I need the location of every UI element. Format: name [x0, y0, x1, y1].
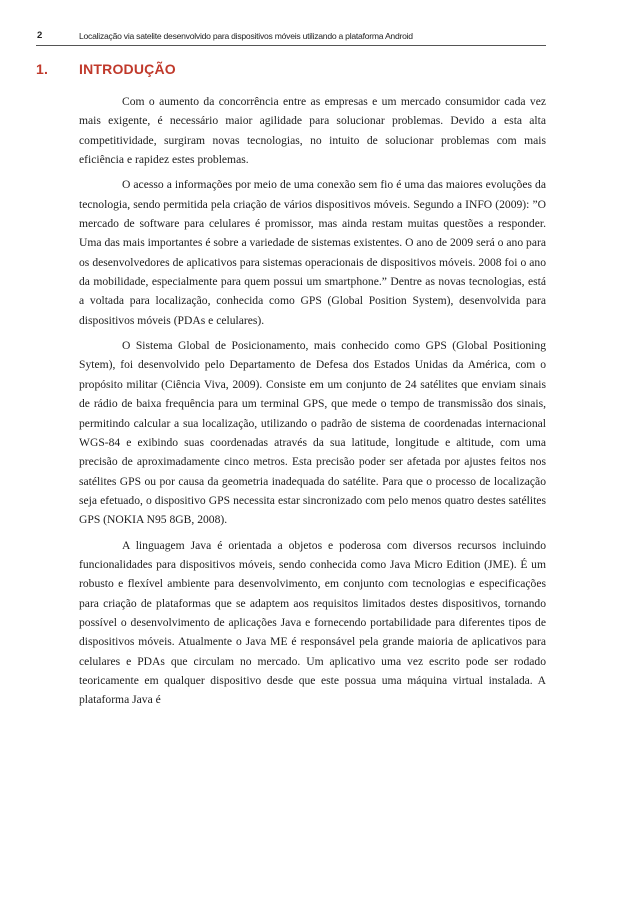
running-header: [36, 29, 546, 46]
paragraph-gps: O Sistema Global de Posicionamento, mais conhecido como GPS (Global Positioning Sytem), foi desenvolvido pelo Departamento de Defesa dos Estados Unidas da América, com o propósito militar (Ciência Viva, 2009). Consiste em um conjunto de 24 satélites que enviam sinais de rádio de baixa frequência para um terminal GPS, que mede o tempo de transmissão dos sinais, permitindo calcular a sua localização, utilizando o padrão de sistema de coordenadas internacional WGS-84 e exibindo suas coordenadas através da sua latitude, longitude e altitude, com uma precisão de aproximadamente cinco metros. Esta precisão poder ser afetada por ajustes feitos nos satélites GPS ou por causa da geometria inadequada do satélite. Para que o processo de localização seja efetuado, o dispositivo GPS necessita estar sincronizado com pelo menos quatro destes satélites GPS (NOKIA N95 8GB, 2008).: [79, 339, 546, 527]
paragraph-wireless-access: O acesso a informações por meio de uma conexão sem fio é uma das maiores evoluções da tecnologia, sendo permitida pela criação de vários dispositivos móveis. Segundo a INFO (2009): ”O mercado de software para celulares é promissor, mas ainda restam muitas questões a responder. Uma das mais importantes é sobre a variedade de sistemas existentes. O ano de 2009 será o ano para os desenvolvedores de aplicativos para sistemas operacionais de dispositivos móveis. 2008 foi o ano da mobilidade, especialmente para quem possui um smartphone.” Dentre as novas tecnologias, está a voltada para localização, conhecida como GPS (Global Position System), desenvolvida para dispositivos móveis (PDAs e celulares).: [79, 178, 546, 327]
page-number: 2: [37, 30, 43, 41]
paragraph-competition: Com o aumento da concorrência entre as empresas e um mercado consumidor cada vez mais exigente, é necessário maior agilidade para solucionar problemas. Devido a esta alta competitividade, surgiram novas tecnologias, no intuito de solucionar problemas com mais eficiência e rapidez estes problemas.: [79, 95, 546, 167]
section-heading: [36, 61, 176, 77]
section-title: INTRODUÇÃO: [79, 61, 176, 77]
body-text: [79, 92, 546, 716]
section-number: 1.: [36, 61, 49, 77]
running-title: Localização via satelite desenvolvido para dispositivos móveis utilizando a plataforma Android: [79, 31, 413, 41]
paragraph-java-me: A linguagem Java é orientada a objetos e poderosa com diversos recursos incluindo funcionalidades para dispositivos móveis, sendo conhecida como Java Micro Edition (JME). É um robusto e flexível ambiente para desenvolvimento, em conjunto com tecnologias e especificações para criação de plataformas que se adaptem aos requisitos limitados destes dispositivos, tornando possível o desenvolvimento de aplicações Java e fornecendo portabilidade para diferentes tipos de dispositivos móveis. Atualmente o Java ME é responsável pela grande maioria de aplicativos para celulares e PDAs que circulam no mercado. Um aplicativo uma vez escrito pode ser rodado teoricamente em qualquer dispositivo desde que este possua uma máquina virtual instalada. A plataforma Java é: [79, 538, 546, 707]
